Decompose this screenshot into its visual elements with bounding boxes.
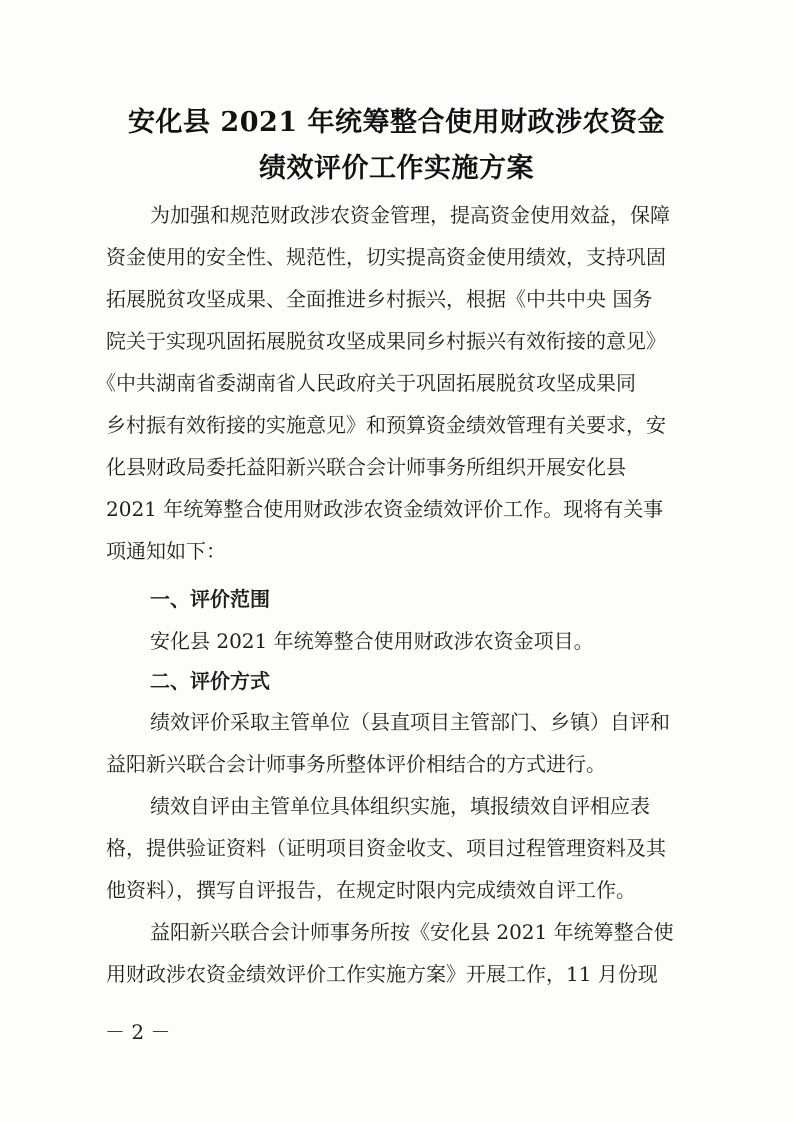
document-title-line-2: 绩效评价工作实施方案	[259, 153, 534, 184]
section-2-para-2-line-2: 格，提供验证资料（证明项目资金收支、项目过程管理资料及其	[106, 836, 666, 860]
section-2-para-1-line-2: 益阳新兴联合会计师事务所整体评价相结合的方式进行。	[106, 752, 606, 776]
intro-line-1: 为加强和规范财政涉农资金管理，提高资金使用效益，保障	[150, 203, 670, 227]
section-1-text: 安化县 2021 年统筹整合使用财政涉农资金项目。	[150, 629, 594, 653]
intro-line-7: 化县财政局委托益阳新兴联合会计师事务所组织开展安化县	[106, 455, 626, 479]
intro-line-4: 院关于实现巩固拓展脱贫攻坚成果同乡村振兴有效衔接的意见》	[106, 329, 666, 353]
intro-line-2: 资金使用的安全性、规范性，切实提高资金使用绩效，支持巩固	[106, 245, 666, 269]
intro-line-5: 《中共湖南省委湖南省人民政府关于巩固拓展脱贫攻坚成果同	[96, 371, 636, 395]
section-1-heading: 一、评价范围	[150, 587, 270, 611]
intro-line-3: 拓展脱贫攻坚成果、全面推进乡村振兴，根据《中共中央 国务	[106, 287, 653, 311]
intro-line-8: 2021 年统筹整合使用财政涉农资金绩效评价工作。现将有关事	[106, 497, 664, 521]
intro-line-9: 项通知如下：	[106, 539, 226, 563]
section-2-heading: 二、评价方式	[150, 669, 270, 693]
section-2-para-3-line-1: 益阳新兴联合会计师事务所按《安化县 2021 年统筹整合使	[150, 920, 674, 944]
document-title-line-1: 安化县 2021 年统筹整合使用财政涉农资金	[128, 107, 665, 138]
section-2-para-1-line-1: 绩效评价采取主管单位（县直项目主管部门、乡镇）自评和	[150, 710, 670, 734]
page-number: － 2 －	[105, 1020, 171, 1044]
section-2-para-2-line-1: 绩效自评由主管单位具体组织实施，填报绩效自评相应表	[150, 794, 650, 818]
section-2-para-3-line-2: 用财政涉农资金绩效评价工作实施方案》开展工作，11 月份现	[106, 962, 658, 986]
intro-line-6: 乡村振有效衔接的实施意见》和预算资金绩效管理有关要求，安	[106, 413, 666, 437]
section-2-para-2-line-3: 他资料），撰写自评报告，在规定时限内完成绩效自评工作。	[106, 878, 636, 902]
